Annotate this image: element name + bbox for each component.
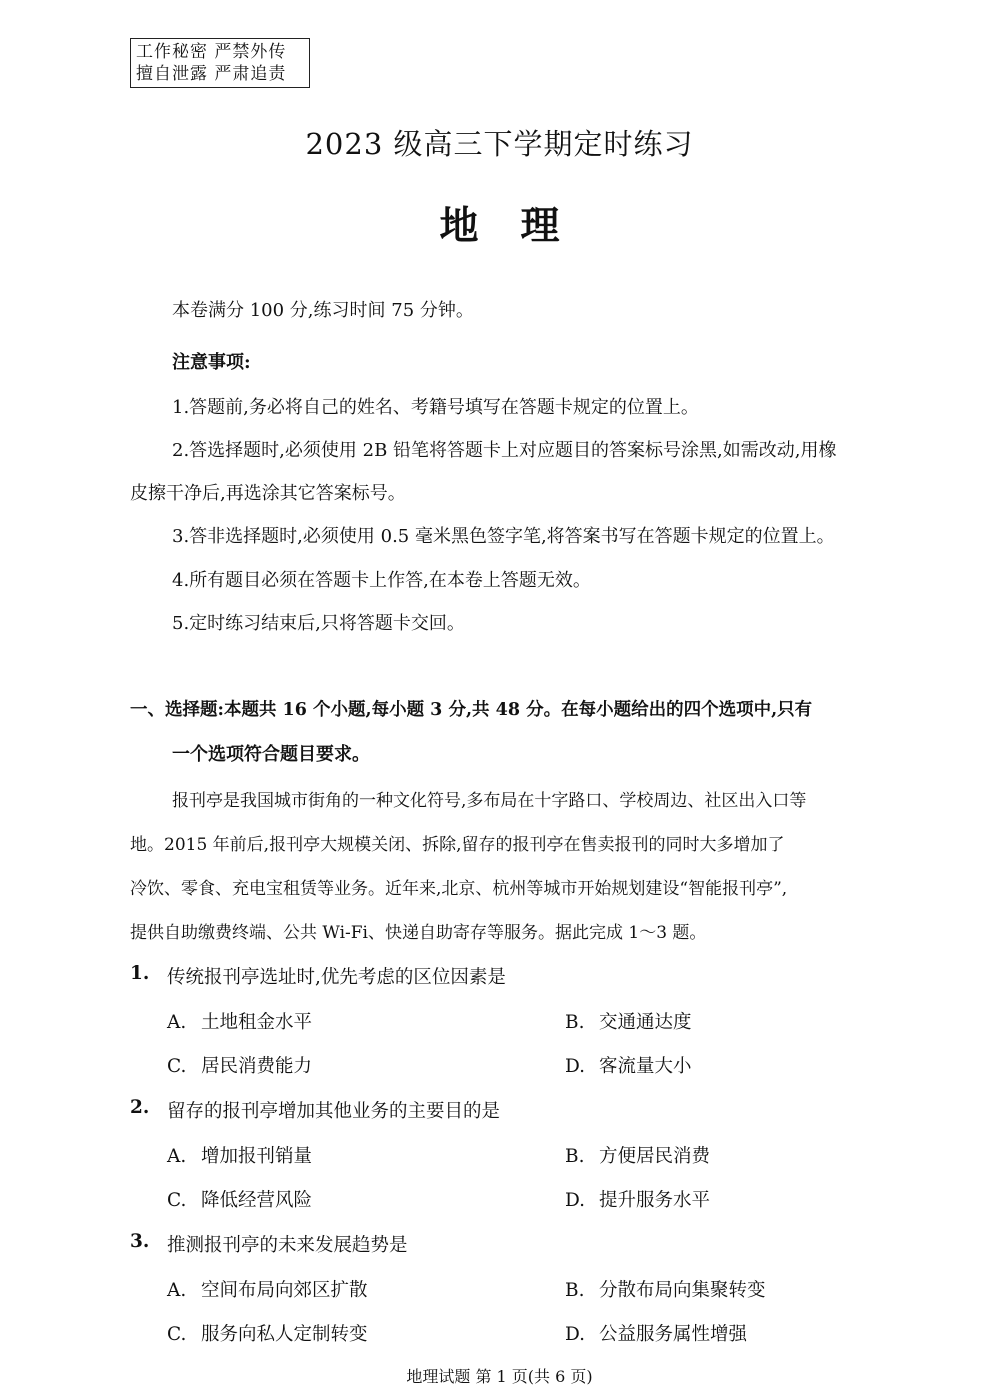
passage-line-2: 地。2015 年前后,报刊亭大规模关闭、拆除,留存的报刊亭在售卖报刊的同时大多增加了 bbox=[130, 835, 785, 855]
question-3-number: 3. bbox=[130, 1231, 150, 1252]
section-heading-line-2: 一个选项符合题目要求。 bbox=[172, 744, 370, 765]
notes-heading: 注意事项: bbox=[172, 352, 251, 373]
section-heading-line-1: 一、选择题:本题共 16 个小题,每小题 3 分,共 48 分。在每小题给出的四个选项中,只有 bbox=[130, 700, 813, 720]
option-letter: B. bbox=[565, 1012, 585, 1033]
question-1-number: 1. bbox=[130, 963, 150, 984]
question-3-option-d bbox=[565, 1320, 747, 1346]
subject-title: 地理 bbox=[439, 203, 602, 249]
question-2-option-b bbox=[565, 1142, 710, 1168]
question-3-stem: 推测报刊亭的未来发展趋势是 bbox=[167, 1235, 408, 1256]
option-letter: B. bbox=[565, 1280, 585, 1301]
option-text: 土地租金水平 bbox=[201, 1012, 313, 1033]
question-3-option-b bbox=[565, 1276, 766, 1302]
passage-line-4: 提供自助缴费终端、公共 Wi-Fi、快递自助寄存等服务。据此完成 1～3 题。 bbox=[130, 923, 707, 943]
question-2-option-a bbox=[167, 1142, 312, 1168]
passage-line-1: 报刊亭是我国城市街角的一种文化符号,多布局在十字路口、学校周边、社区出入口等 bbox=[172, 791, 807, 811]
stamp-line-1: 工作秘密 严禁外传 bbox=[136, 42, 287, 62]
score-time-info: 本卷满分 100 分,练习时间 75 分钟。 bbox=[172, 300, 474, 321]
option-text: 提升服务水平 bbox=[599, 1190, 711, 1211]
option-letter: D. bbox=[565, 1056, 586, 1077]
note-item-2-line-1: 2.答选择题时,必须使用 2B 铅笔将答题卡上对应题目的答案标号涂黑,如需改动,用橡 bbox=[172, 440, 837, 461]
option-letter: A. bbox=[167, 1146, 187, 1167]
question-2-number: 2. bbox=[130, 1097, 150, 1118]
option-text: 降低经营风险 bbox=[201, 1190, 313, 1211]
option-letter: B. bbox=[565, 1146, 585, 1167]
note-item-5: 5.定时练习结束后,只将答题卡交回。 bbox=[172, 613, 465, 634]
option-text: 空间布局向郊区扩散 bbox=[201, 1280, 368, 1301]
option-letter: A. bbox=[167, 1012, 187, 1033]
option-text: 居民消费能力 bbox=[201, 1056, 313, 1077]
question-1-option-b bbox=[565, 1008, 692, 1034]
option-text: 分散布局向集聚转变 bbox=[599, 1280, 766, 1301]
question-1-option-a bbox=[167, 1008, 312, 1034]
option-text: 方便居民消费 bbox=[599, 1146, 711, 1167]
question-3-option-c bbox=[167, 1320, 368, 1346]
passage-line-3: 冷饮、零食、充电宝租赁等业务。近年来,北京、杭州等城市开始规划建设“智能报刊亭”, bbox=[130, 879, 788, 899]
exam-title: 2023 级高三下学期定时练习 bbox=[305, 127, 694, 161]
option-text: 客流量大小 bbox=[599, 1056, 692, 1077]
note-item-2-line-2: 皮擦干净后,再选涂其它答案标号。 bbox=[130, 483, 406, 504]
page-footer: 地理试题 第 1 页(共 6 页) bbox=[406, 1367, 593, 1386]
option-text: 服务向私人定制转变 bbox=[201, 1324, 368, 1345]
option-letter: C. bbox=[167, 1190, 187, 1211]
question-1-option-d bbox=[565, 1052, 692, 1078]
option-text: 交通通达度 bbox=[599, 1012, 692, 1033]
option-letter: D. bbox=[565, 1324, 586, 1345]
option-text: 公益服务属性增强 bbox=[599, 1324, 748, 1345]
note-item-3: 3.答非选择题时,必须使用 0.5 毫米黑色签字笔,将答案书写在答题卡规定的位置上。 bbox=[172, 526, 835, 547]
question-2-option-c bbox=[167, 1186, 312, 1212]
question-3-option-a bbox=[167, 1276, 368, 1302]
option-letter: A. bbox=[167, 1280, 187, 1301]
question-2-stem: 留存的报刊亭增加其他业务的主要目的是 bbox=[167, 1101, 501, 1122]
note-item-4: 4.所有题目必须在答题卡上作答,在本卷上答题无效。 bbox=[172, 570, 591, 591]
stamp-line-2: 擅自泄露 严肃追责 bbox=[136, 64, 287, 84]
option-letter: D. bbox=[565, 1190, 586, 1211]
option-letter: C. bbox=[167, 1056, 187, 1077]
question-1-option-c bbox=[167, 1052, 312, 1078]
option-text: 增加报刊销量 bbox=[201, 1146, 313, 1167]
note-item-1: 1.答题前,务必将自己的姓名、考籍号填写在答题卡规定的位置上。 bbox=[172, 397, 699, 418]
confidential-stamp bbox=[130, 38, 310, 88]
option-letter: C. bbox=[167, 1324, 187, 1345]
question-2-option-d bbox=[565, 1186, 710, 1212]
question-1-stem: 传统报刊亭选址时,优先考虑的区位因素是 bbox=[167, 967, 506, 988]
